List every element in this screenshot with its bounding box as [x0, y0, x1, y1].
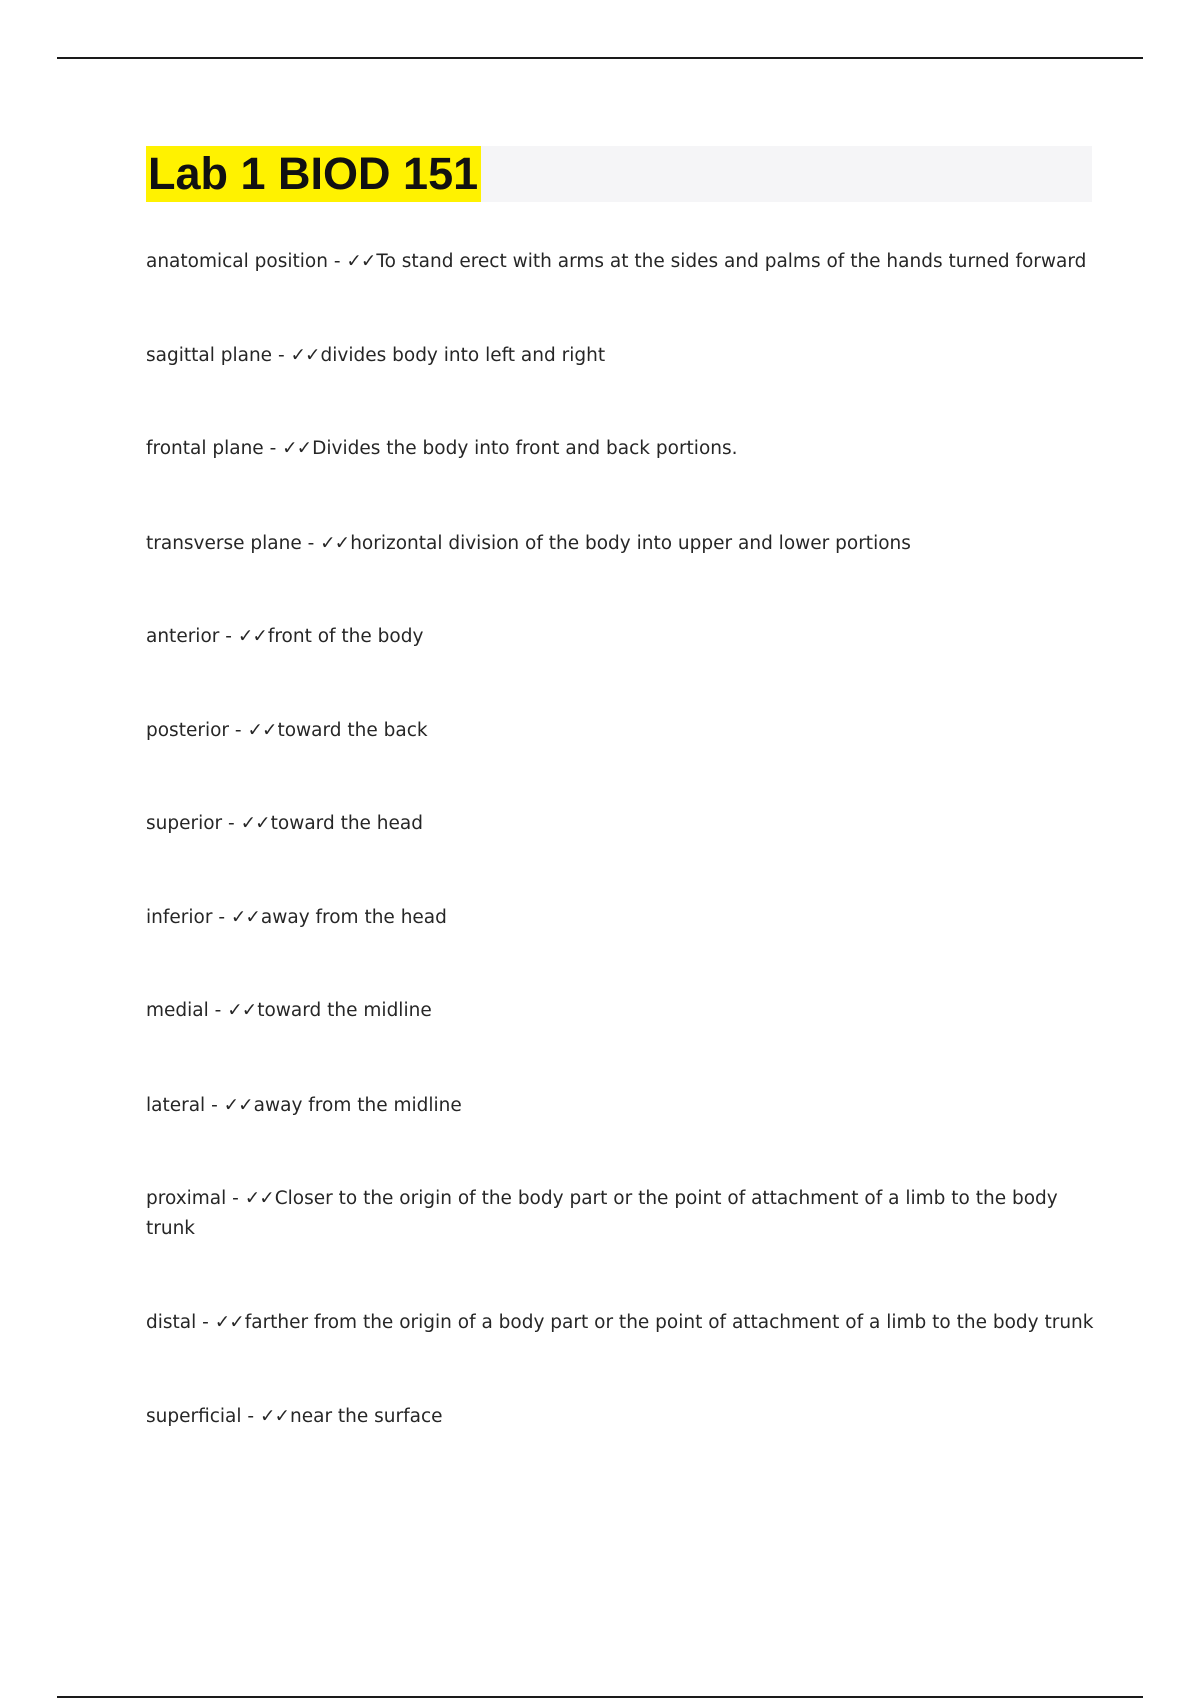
entry-term: superior: [146, 813, 223, 834]
entry-separator: -: [229, 720, 248, 741]
check-icon: ✓✓: [346, 251, 376, 272]
entry-term: anatomical position: [146, 251, 328, 272]
entry-definition: near the surface: [290, 1406, 443, 1427]
entry-separator: -: [208, 1000, 228, 1021]
entry-separator: -: [301, 533, 321, 554]
check-icon: ✓✓: [320, 533, 350, 554]
list-item: [146, 529, 1096, 559]
list-item: [146, 809, 1096, 839]
entry-separator: -: [219, 626, 238, 647]
entry-separator: -: [226, 1188, 245, 1209]
entry-separator: -: [212, 907, 231, 928]
entry-separator: -: [272, 345, 291, 366]
entry-definition: To stand erect with arms at the sides and palms of the hands turned forward: [376, 251, 1087, 272]
entry-definition: Divides the body into front and back portions.: [312, 438, 738, 459]
entry-definition: horizontal division of the body into upper and lower portions: [350, 533, 911, 554]
entry-term: inferior: [146, 907, 213, 928]
entry-term: medial: [146, 1000, 209, 1021]
check-icon: ✓✓: [290, 345, 320, 366]
check-icon: ✓✓: [237, 626, 267, 647]
entry-definition: toward the head: [270, 813, 423, 834]
entry-term: transverse plane: [146, 533, 302, 554]
list-item: [146, 903, 1096, 933]
entry-term: superficial: [146, 1406, 242, 1427]
check-icon: ✓✓: [227, 1000, 257, 1021]
entry-separator: -: [205, 1095, 224, 1116]
entry-definition: Closer to the origin of the body part or the point of attachment of a limb to the body trunk: [146, 1188, 1058, 1239]
document-title: Lab 1 BIOD 151: [146, 146, 481, 202]
entry-term: anterior: [146, 626, 220, 647]
entry-separator: -: [196, 1312, 215, 1333]
entry-separator: -: [222, 813, 241, 834]
entry-definition: away from the midline: [253, 1095, 462, 1116]
list-item: [146, 341, 1096, 371]
check-icon: ✓✓: [282, 438, 312, 459]
check-icon: ✓✓: [230, 907, 260, 928]
entry-term: frontal plane: [146, 438, 264, 459]
entry-definition: front of the body: [267, 626, 424, 647]
list-item: [146, 716, 1096, 746]
entry-term: proximal: [146, 1188, 227, 1209]
list-item: [146, 1091, 1096, 1121]
check-icon: ✓✓: [240, 813, 270, 834]
check-icon: ✓✓: [247, 720, 277, 741]
entry-definition: toward the back: [277, 720, 428, 741]
list-item: [146, 1308, 1096, 1338]
entry-separator: -: [327, 251, 347, 272]
top-rule: [57, 57, 1143, 59]
entry-term: sagittal plane: [146, 345, 273, 366]
check-icon: ✓✓: [244, 1188, 274, 1209]
check-icon: ✓✓: [259, 1406, 289, 1427]
entry-term: lateral: [146, 1095, 206, 1116]
entry-term: distal: [146, 1312, 197, 1333]
list-item: [146, 247, 1096, 277]
list-item: [146, 1402, 1096, 1432]
entry-definition: divides body into left and right: [320, 345, 606, 366]
list-item: [146, 1184, 1096, 1244]
entry-separator: -: [263, 438, 283, 459]
entry-separator: -: [241, 1406, 260, 1427]
list-item: [146, 622, 1096, 652]
entry-definition: away from the head: [260, 907, 447, 928]
bottom-rule: [57, 1696, 1143, 1698]
check-icon: ✓✓: [214, 1312, 244, 1333]
entry-term: posterior: [146, 720, 230, 741]
list-item: [146, 996, 1096, 1026]
entry-definition: farther from the origin of a body part or the point of attachment of a limb to the body trunk: [244, 1312, 1094, 1333]
check-icon: ✓✓: [223, 1095, 253, 1116]
entry-definition: toward the midline: [257, 1000, 432, 1021]
list-item: [146, 434, 1096, 464]
